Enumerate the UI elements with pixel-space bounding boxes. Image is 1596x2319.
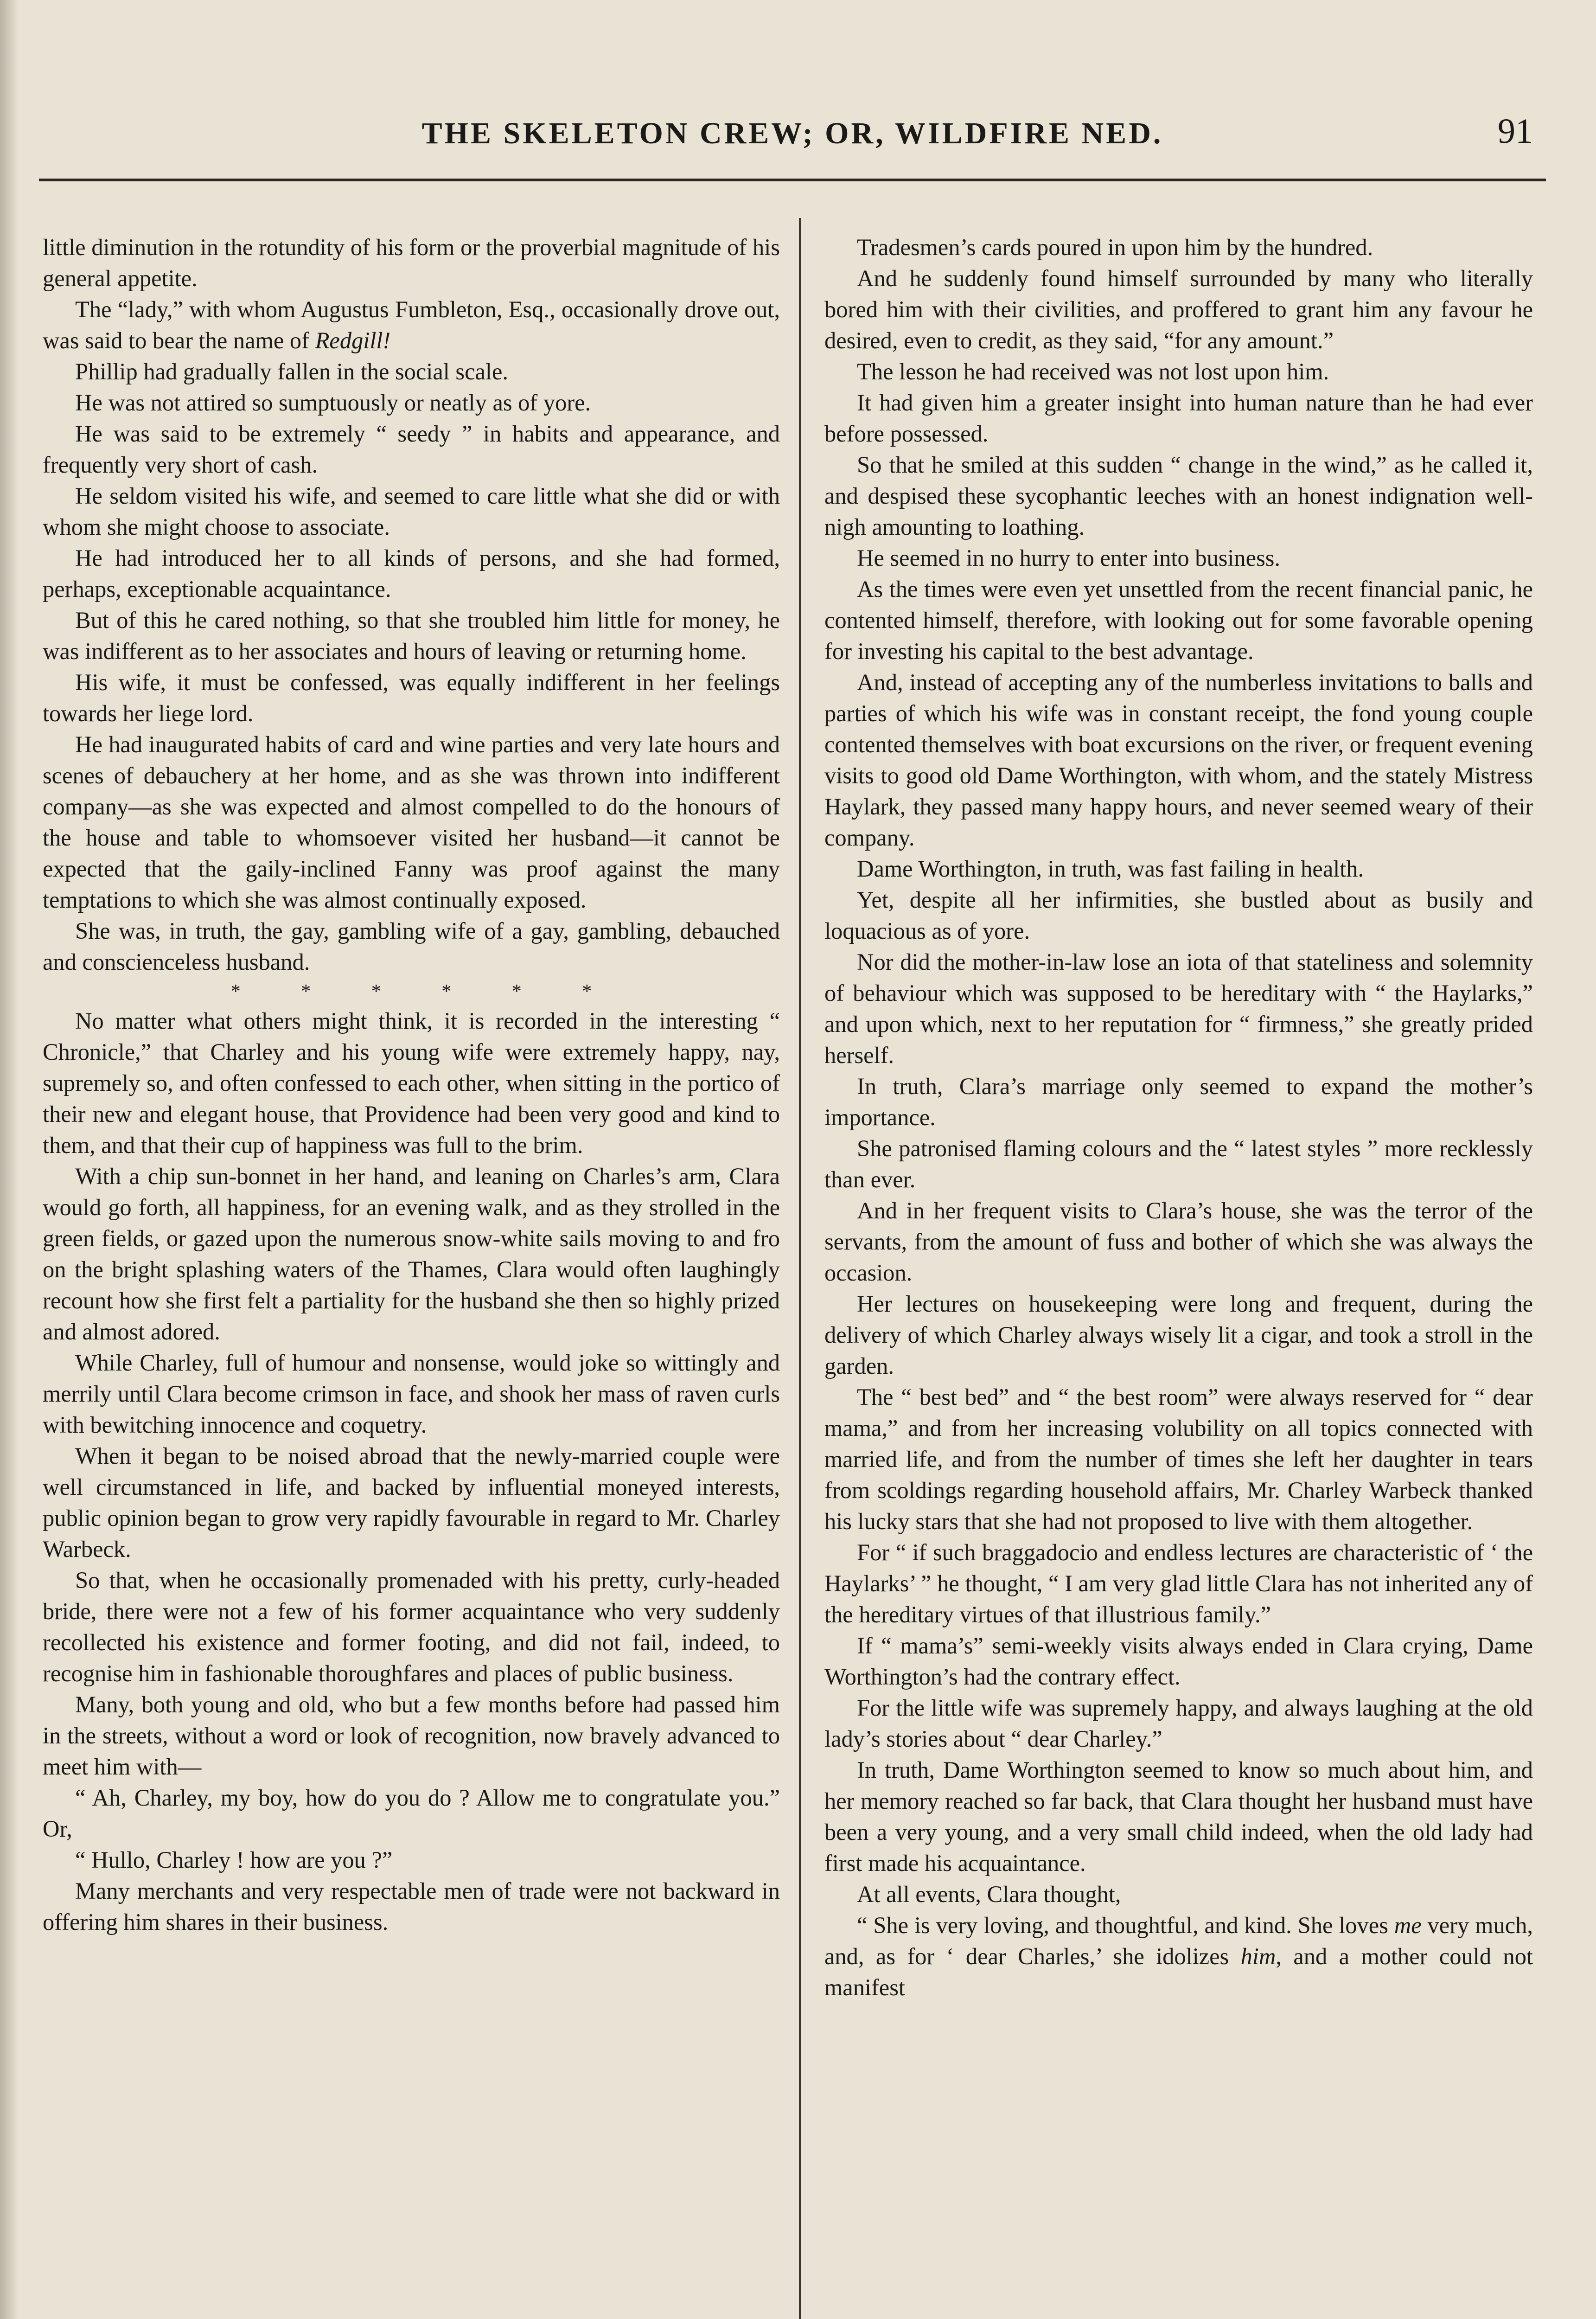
paragraph: Phillip had gradually fallen in the social scale.	[75, 359, 508, 384]
paragraph-text: , and a mother could not manifest	[824, 1943, 1533, 2000]
paragraph: And he suddenly found himself surrounded by many who literally bored him with their civilities, and proffered to grant him any favour he desired, even to credit, as they said, “for any amount.”	[824, 265, 1533, 353]
paragraph: He was said to be extremely “ seedy ” in habits and appearance, and frequently very short of cash.	[43, 421, 780, 478]
paragraph: Many, both young and old, who but a few months before had passed him in the streets, without a word or look of recognition, now bravely advanced to meet him with—	[43, 1691, 780, 1780]
italic-word: me	[1394, 1912, 1422, 1938]
paragraph: In truth, Clara’s marriage only seemed to expand the mother’s importance.	[824, 1073, 1533, 1130]
paragraph: At all events, Clara thought,	[857, 1881, 1121, 1907]
running-title: THE SKELETON CREW; OR, WILDFIRE NED.	[421, 116, 1163, 150]
paragraph: Her lectures on housekeeping were long and frequent, during the delivery of which Charley always wisely lit a cigar, and took a stroll in the garden.	[824, 1291, 1533, 1379]
paragraph: But of this he cared nothing, so that she troubled him little for money, he was indifferent as to her associates and hours of leaving or returning home.	[43, 607, 780, 664]
left-column	[43, 232, 780, 2319]
paragraph: “ Ah, Charley, my boy, how do you do ? Allow me to congratulate you.” Or,	[43, 1785, 780, 1842]
paragraph: It had given him a greater insight into human nature than he had ever before possessed.	[824, 390, 1533, 447]
paragraph-text: The “lady,” with whom Augustus Fumbleton, Esq., occasionally drove out, was said to bear the name of	[43, 296, 780, 353]
paragraph: “ Hullo, Charley ! how are you ?”	[75, 1847, 393, 1873]
italic-word: him	[1240, 1943, 1276, 1969]
paragraph: For “ if such braggadocio and endless lectures are characteristic of ‘ the Haylarks’ ” he thought, “ I am very glad little Clara has not inherited any of the hereditary virtues of that illustrious family.”	[824, 1539, 1533, 1627]
paragraph: little diminution in the rotundity of his form or the proverbial magnitude of his general appetite.	[43, 234, 780, 291]
paragraph: He seldom visited his wife, and seemed to care little what she did or with whom she might choose to associate.	[43, 483, 780, 540]
paragraph: As the times were even yet unsettled from the recent financial panic, he contented himself, therefore, with looking out for some favorable opening for investing his capital to the best advantage.	[824, 576, 1533, 664]
page-binding-edge	[0, 0, 19, 2319]
paragraph: No matter what others might think, it is recorded in the interesting “ Chronicle,” that Charley and his young wife were extremely happy, nay, supremely so, and often confessed to each other, when sitting in the portico of their new and elegant house, that Providence had been very good and kind to them, and that their cup of happiness was full to the brim.	[43, 1008, 780, 1158]
paragraph: The lesson he had received was not lost upon him.	[857, 359, 1329, 384]
page-number: 91	[1498, 112, 1533, 151]
paragraph: In truth, Dame Worthington seemed to know so much about him, and her memory reached so far back, that Clara thought her husband must have been a very young, and a very small child indeed, when the old lady had first made his acquaintance.	[824, 1757, 1533, 1876]
paragraph: The “ best bed” and “ the best room” were always reserved for “ dear mama,” and from her increasing volubility on all topics connected with married life, and from the number of times she left her daughter in tears from scoldings regarding household affairs, Mr. Charley Warbeck thanked his lucky stars that she had not proposed to live with them altogether.	[824, 1384, 1533, 1534]
paragraph: Tradesmen’s cards poured in upon him by the hundred.	[857, 234, 1373, 260]
paragraph: So that he smiled at this sudden “ change in the wind,” as he called it, and despised these sycophantic leeches with an honest indignation well-nigh amounting to loathing.	[824, 452, 1533, 540]
paragraph-text: “ She is very loving, and thoughtful, and kind. She loves	[857, 1912, 1394, 1938]
paragraph: She patronised flaming colours and the “ latest styles ” more recklessly than ever.	[824, 1135, 1533, 1192]
paragraph: While Charley, full of humour and nonsense, would joke so wittingly and merrily until Clara become crimson in face, and shook her mass of raven curls with bewitching innocence and coquetry.	[43, 1350, 780, 1438]
paragraph: He was not attired so sumptuously or neatly as of yore.	[75, 390, 591, 416]
page-header	[39, 93, 1546, 188]
paragraph: So that, when he occasionally promenaded with his pretty, curly-headed bride, there were not a few of his former acquaintance who very suddenly recollected his existence and former footing, and did not fail, indeed, to recognise him in fashionable thoroughfares and places of public business.	[43, 1567, 780, 1686]
paragraph: His wife, it must be confessed, was equally indifferent in her feelings towards her liege lord.	[43, 669, 780, 726]
paragraph: Many merchants and very respectable men of trade were not backward in offering him shares in their business.	[43, 1878, 780, 1935]
paragraph: He had inaugurated habits of card and wine parties and very late hours and scenes of debauchery at her home, and as she was thrown into indifferent company—as she was expected and almost compelled to do the honours of the house and table to whomsoever visited her husband—it cannot be expected that the gaily-inclined Fanny was proof against the many temptations to which she was almost continually exposed.	[43, 731, 780, 913]
paragraph	[43, 294, 780, 356]
paragraph: Dame Worthington, in truth, was fast failing in health.	[857, 856, 1364, 882]
paragraph: And, instead of accepting any of the numberless invitations to balls and parties of which his wife was in constant receipt, the fond young couple contented themselves with boat excursions on the river, or frequent evening visits to good old Dame Worthington, with whom, and the stately Mistress Haylark, they passed many happy hours, and never seemed weary of their company.	[824, 669, 1533, 851]
column-divider	[799, 218, 801, 2319]
paragraph: She was, in truth, the gay, gambling wife of a gay, gambling, debauched and conscienceless husband.	[43, 918, 780, 975]
paragraph: He had introduced her to all kinds of persons, and she had formed, perhaps, exceptionable acquaintance.	[43, 545, 780, 602]
paragraph: And in her frequent visits to Clara’s house, she was the terror of the servants, from the amount of fuss and bother of which she was always the occasion.	[824, 1198, 1533, 1286]
paragraph: Nor did the mother-in-law lose an iota of that stateliness and solemnity of behaviour which was supposed to be hereditary with “ the Haylarks,” and upon which, next to her reputation for “ firmness,” she greatly prided herself.	[824, 949, 1533, 1068]
paragraph-text: very much, and, as for ‘ dear Charles,’ she idolizes	[824, 1912, 1533, 1969]
section-break-asterisks: * * * * * *	[230, 981, 592, 1002]
header-rule	[39, 179, 1546, 181]
paragraph: When it began to be noised abroad that the newly-married couple were well circumstanced in life, and backed by influential moneyed interests, public opinion began to grow very rapidly favourable in regard to Mr. Charley Warbeck.	[43, 1443, 780, 1562]
italic-name: Redgill!	[315, 327, 391, 353]
paragraph: He seemed in no hurry to enter into business.	[857, 545, 1281, 571]
paragraph: If “ mama’s” semi-weekly visits always ended in Clara crying, Dame Worthington’s had the contrary effect.	[824, 1633, 1533, 1690]
paragraph: For the little wife was supremely happy, and always laughing at the old lady’s stories about “ dear Charley.”	[824, 1695, 1533, 1752]
paragraph: With a chip sun-bonnet in her hand, and leaning on Charles’s arm, Clara would go forth, all happiness, for an evening walk, and as they strolled in the green fields, or gazed upon the numerous snow-white sails moving to and fro on the bright splashing waters of the Thames, Clara would often laughingly recount how she first felt a partiality for the husband she then so highly prized and almost adored.	[43, 1163, 780, 1345]
paragraph: Yet, despite all her infirmities, she bustled about as busily and loquacious as of yore.	[824, 887, 1533, 944]
paragraph	[824, 1910, 1533, 2003]
right-column	[824, 232, 1533, 2319]
